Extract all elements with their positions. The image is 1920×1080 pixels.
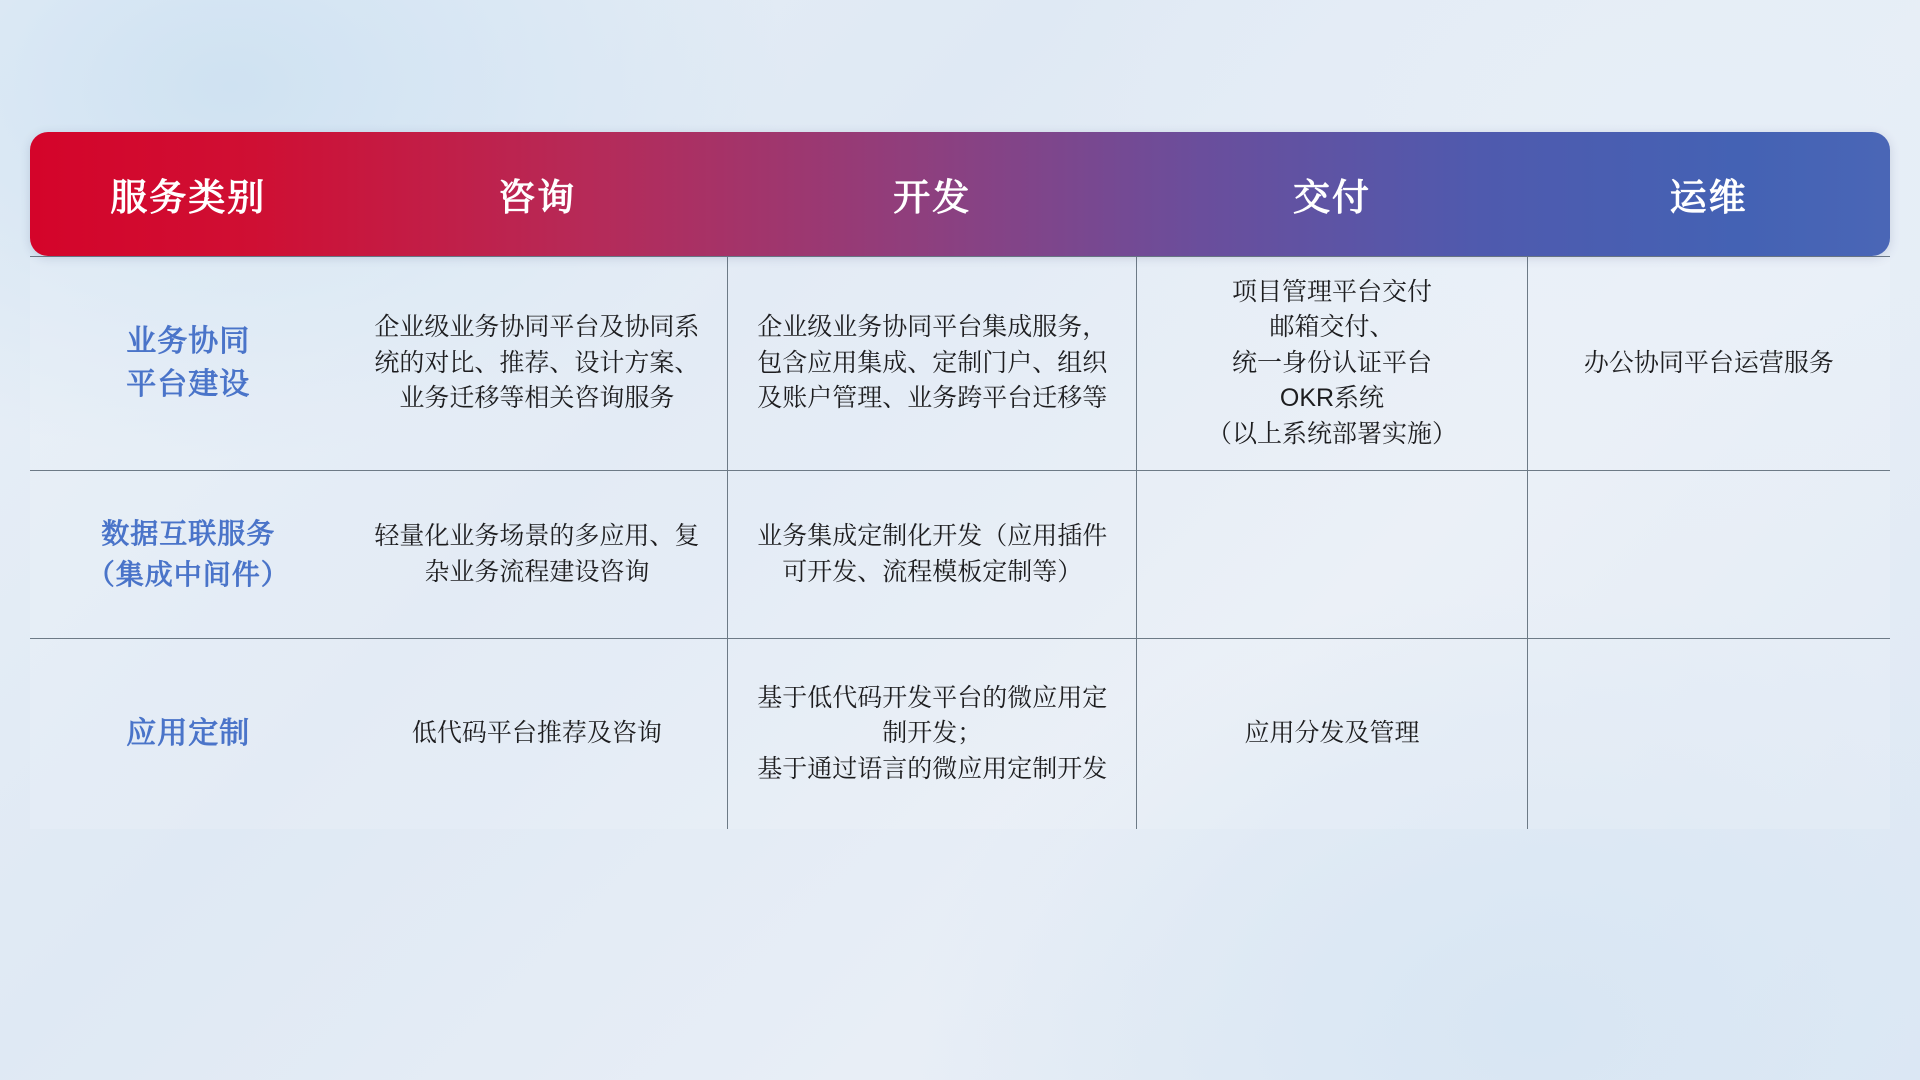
text-line: 企业级业务协同平台及协同系	[374, 313, 700, 341]
text-line: 制开发；	[882, 719, 983, 747]
cell-development-row2	[728, 471, 1137, 639]
text-line: 轻量化业务场景的多应用、复	[374, 522, 700, 550]
text-line: 业务集成定制化开发（应用插件	[757, 522, 1108, 550]
cell-consulting-row3	[346, 639, 727, 829]
text-line: 低代码平台推荐及咨询	[411, 719, 662, 747]
text-line: 业务迁移等相关咨询服务	[399, 384, 675, 412]
cell-category-row1	[30, 256, 346, 471]
text-line: 企业级业务协同平台集成服务，	[757, 313, 1108, 341]
text-line: OKR系统	[1279, 384, 1385, 412]
text-line: 及账户管理、业务跨平台迁移等	[757, 384, 1108, 412]
column-header-consulting: 咨询	[498, 176, 577, 218]
column-header-operations: 运维	[1669, 176, 1748, 218]
text-line: 业务协同	[126, 324, 251, 358]
text-line: 项目管理平台交付	[1231, 277, 1432, 306]
column-header-category: 服务类别	[110, 176, 267, 218]
text-line: 杂业务流程建设咨询	[424, 557, 650, 586]
table-header-row	[30, 132, 1890, 256]
text-line: （集成中间件）	[86, 558, 290, 590]
text-line: 包含应用集成、定制门户、组织	[757, 348, 1108, 377]
cell-category-row2	[30, 471, 346, 639]
cell-consulting-row1	[346, 256, 727, 471]
column-header-development: 开发	[893, 176, 972, 218]
text-line: 邮箱交付、	[1269, 313, 1395, 341]
table-row	[30, 256, 1890, 471]
cell-delivery-row3	[1137, 639, 1528, 829]
cell-category-row3	[30, 639, 346, 829]
text-line: 基于低代码开发平台的微应用定	[757, 683, 1108, 712]
text-line: 统一身份认证平台	[1231, 348, 1432, 377]
text-line: 办公协同平台运营服务	[1583, 348, 1834, 377]
cell-delivery-row2	[1137, 471, 1528, 639]
text-line: 应用定制	[126, 717, 251, 750]
table-row	[30, 471, 1890, 639]
table-row	[30, 639, 1890, 829]
cell-development-row1	[728, 256, 1137, 471]
table-body	[30, 256, 1890, 829]
text-line: 平台建设	[126, 368, 251, 402]
cell-operations-row3	[1527, 639, 1890, 829]
cell-consulting-row2	[346, 471, 727, 639]
column-header-delivery: 交付	[1292, 176, 1371, 218]
table-header	[30, 132, 1890, 256]
text-line: 可开发、流程模板定制等）	[782, 557, 1083, 586]
cell-operations-row1	[1527, 256, 1890, 471]
text-line: 基于通过语言的微应用定制开发	[757, 754, 1108, 783]
cell-delivery-row1	[1137, 256, 1528, 471]
text-line: 数据互联服务	[101, 517, 276, 549]
text-line: （以上系统部署实施）	[1206, 419, 1457, 448]
service-matrix-table-wrapper	[30, 132, 1890, 829]
service-matrix-table	[30, 132, 1890, 829]
cell-development-row3	[728, 639, 1137, 829]
text-line: 应用分发及管理	[1244, 719, 1420, 747]
cell-operations-row2	[1527, 471, 1890, 639]
text-line: 统的对比、推荐、设计方案、	[374, 348, 700, 377]
